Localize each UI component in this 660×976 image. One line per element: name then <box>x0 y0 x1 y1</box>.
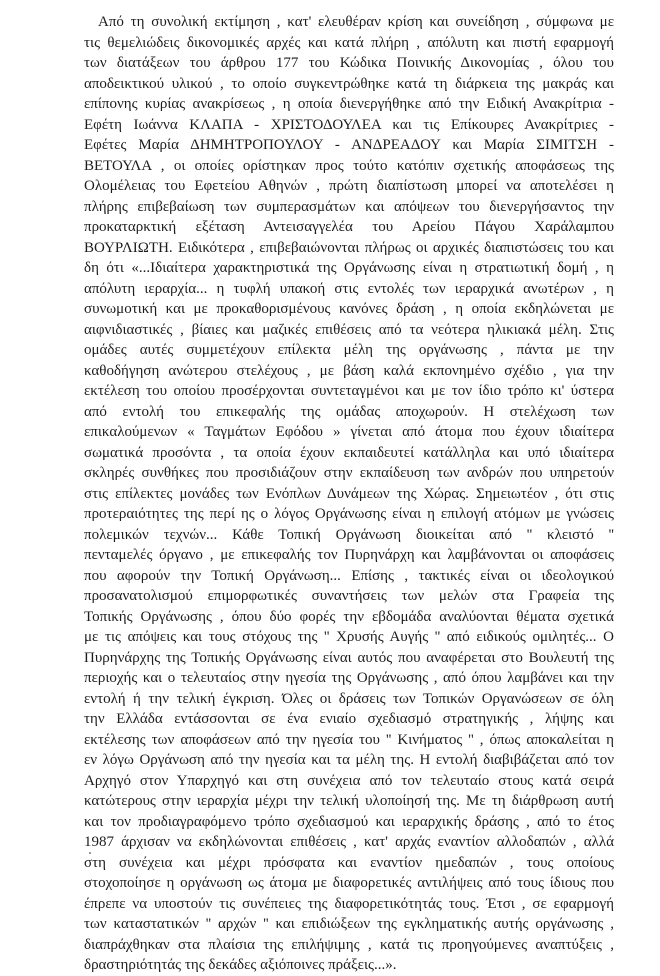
text-line: Πυρηνάρχης της Τοπικής Οργάνωσης είναι αυτός που αναφέρεται στο Βουλευτή της <box>84 649 614 666</box>
text-line: των διατάξεων του άρθρου 177 του Κώδικα Ποινικής Δικονομίας , όλου του <box>84 55 614 71</box>
text-line: στη συνέχεια και μέχρι πρόσφατα και εναντίον ημεδαπών , τους οποίους <box>84 854 614 871</box>
text-line: 1987 άρχισαν να εκδηλώνονται επιθέσεις , κατ' αρχάς εναντίον αλλοδαπών , αλλά <box>84 834 614 850</box>
text-line: διαπράχθηκαν στα πλαίσια της επιλήψιμης , κατά τις προηγούμενες αναπτύξεις , <box>84 936 614 953</box>
text-line: αιφνιδιαστικές , βίαιες και μαζικές επιθέσεις από τα νεότερα ηλικιακά μέλη. Στις <box>84 321 614 338</box>
text-line: στοχοποίησε η οργάνωση ως άτομα με διαφορετικές αντιλήψεις από τους ίδιους που <box>84 875 614 891</box>
text-line: αποδεικτικού υλικού , το οποίο συγκεντρώθηκε κατά τη διάρκεια της μακράς και <box>84 75 614 92</box>
scan-speck <box>89 852 91 854</box>
text-line: εκτέλεση του οποίου προσέρχονται συντεταγμένοι και με τον ίδιο τρόπο κι' ύστερα <box>84 383 614 399</box>
text-line: Τοπικής Οργάνωσης , όπου δύο φορές την εβδομάδα αναλύονται θέματα σχετικά <box>84 608 614 625</box>
text-line-last: δραστηριότητάς της δεκάδες αξιόποινες πράξεις...». <box>84 957 397 973</box>
text-line: εντολή ή την τελική έγκριση. Όλες οι δράσεις των Τοπικών Οργανώσεων σε όλη <box>84 690 614 707</box>
text-line: ομάδες αυτές συμμετέχουν επίλεκτα μέλη της οργάνωσης , πάντα με την <box>84 342 614 358</box>
text-line: Ολομέλειας του Εφετείου Αθηνών , πρώτη διαπίστωση μπορεί να αποτελέσει η <box>84 178 614 194</box>
text-line: επίπονης κυρίας ανακρίσεως , η οποία διενεργήθηκε από την Ειδική Ανακρίτρια - <box>84 96 614 112</box>
text-line: πλήρης επιβεβαίωση των συμπερασμάτων και απόψεων του διενεργήσαντος την <box>84 198 614 215</box>
text-line: Εφέτες Μαρία ΔΗΜΗΤΡΟΠΟΥΛΟΥ - ΑΝΔΡΕΑΔΟΥ και Μαρία ΣΙΜΙΤΣΗ - <box>84 137 614 153</box>
text-line: στις επίλεκτες μονάδες των Ενόπλων Δυνάμεων της Χώρας. Σημειωτέον , ότι στις <box>84 485 614 502</box>
text-line: από εντολή του επικεφαλής της ομάδας αποχωρούν. Η στελέχωση των <box>84 403 614 420</box>
text-line: σωματικά προσόντα , τα οποία έχουν εκπαιδευτεί κατάλληλα και υπό ιδιαίτερα <box>84 444 614 461</box>
text-line: καθοδήγηση ανώτερου στελέχους , με βάση καλά εκπονημένο σχέδιο , για την <box>84 362 614 379</box>
text-line: συνωμοτική και με προκαθορισμένους κανόνες δράση , η οποία εκδηλώνεται με <box>84 301 614 317</box>
text-line: δη ότι «...Ιδιαίτερα χαρακτηριστικά της Οργάνωσης είναι η στρατιωτική δομή , η <box>84 260 614 276</box>
text-line: πολεμικών τεχνών... Κάθε Τοπική Οργάνωση διοικείται από '' κλειστό '' <box>84 526 614 543</box>
text-line: των καταστατικών '' αρχών '' και επιδιώξεων της εγκληματικής αυτής οργάνωσης , <box>84 916 614 932</box>
text-line: επικαλούμενων « Ταγμάτων Εφόδου » γίνεται από άτομα που έχουν ιδιαίτερα <box>84 424 614 440</box>
text-line: τις θεμελιώδεις δικονομικές αρχές και κατά πλήρη , απόλυτη και πιστή εφαρμογή <box>84 34 614 51</box>
text-line: έπρεπε να υποστούν τις συνέπειες της διαφορετικότητάς τους. Έτσι , σε εφαρμογή <box>84 895 614 912</box>
text-line: προσανατολισμού επιμορφωτικές συναντήσεις των μελών στα Γραφεία της <box>84 588 614 604</box>
text-line: Από τη συνολική εκτίμηση , κατ' ελευθέραν κρίση και συνείδηση , σύμφωνα με <box>98 14 614 30</box>
text-line: ΒΕΤΟΥΛΑ , οι οποίες ορίστηκαν προς τούτο κατόπιν σχετικής αποφάσεως της <box>84 157 614 174</box>
text-line: Αρχηγό στον Υπαρχηγό και στη συνέχεια από τον τελευταίο στους κατά σειρά <box>84 772 614 789</box>
text-line: εν λόγω Οργάνωση από την ηγεσία και τα μέλη της. Η εντολή διαβιβάζεται από τον <box>84 752 614 768</box>
text-line: και τον προδιαγραφόμενο τρόπο σχεδιασμού και ιεραρχικής δράσης , από το έτος <box>84 813 614 830</box>
text-line: εκτέλεσης των αποφάσεων από την ηγεσία του '' Κινήματος '' , όπως αποκαλείται η <box>84 731 614 748</box>
text-line: περιοχής και ο τελευταίος στην ηγεσία της Οργάνωσης , από όπου λαμβάνει και την <box>84 670 614 686</box>
text-line: πενταμελές όργανο , με επικεφαλής τον Πυρηνάρχη και λαμβάνονται οι αποφάσεις <box>84 547 614 563</box>
text-line: με τις απόψεις και τους στόχους της '' Χρυσής Αυγής '' από ειδικούς ομιλητές... Ο <box>84 629 614 645</box>
text-line: προκαταρκτική εξέταση Αντεισαγγελέα του Αρείου Πάγου Χαράλαμπου <box>84 219 614 235</box>
text-line: προτεραιότητες της περί ης ο λόγος Οργάνωσης είναι η επιλογή ατόμων με γνώσεις <box>84 506 614 522</box>
text-line: Εφέτη Ιωάννα ΚΛΑΠΑ - ΧΡΙΣΤΟΔΟΥΛΕΑ και τις Επίκουρες Ανακρίτριες - <box>84 116 614 133</box>
text-line: την Ελλάδα εντάσσονται σε ένα ενιαίο σχεδιασμό στρατηγικής , λήψης και <box>84 711 614 727</box>
text-line: σκληρές συνθήκες που προσιδιάζουν στην εκπαίδευση των ανδρών που υπηρετούν <box>84 465 614 481</box>
body-paragraph <box>84 12 614 976</box>
text-line: κατώτερους στην ιεραρχία μέχρι την τελική υλοποίησή της. Με τη διάρθρωση αυτή <box>84 793 614 809</box>
text-line: απόλυτη ιεραρχία... η τυφλή υπακοή στις εντολές των ιεραρχικά ανωτέρων , η <box>84 280 614 297</box>
text-line: που αφορούν την Τοπική Οργάνωση... Επίσης , τακτικές είναι οι ιδεολογικού <box>84 567 614 584</box>
text-line: ΒΟΥΡΛΙΩΤΗ. Ειδικότερα , επιβεβαιώνονται πλήρως οι αρχικές διαπιστώσεις του και <box>84 239 614 256</box>
